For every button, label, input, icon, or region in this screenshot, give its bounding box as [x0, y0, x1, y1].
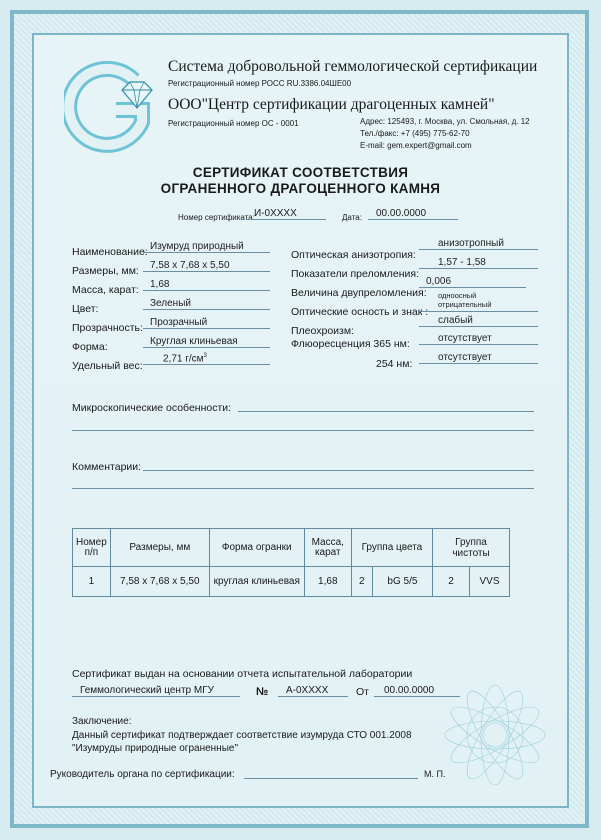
field-label-fluorescence-254: 254 нм: — [376, 358, 413, 370]
field-value-optic-axis: одноосный отрицательный — [419, 292, 538, 312]
field-value-color: Зеленый — [143, 298, 270, 310]
field-label-color: Цвет: — [72, 303, 99, 315]
field-label-shape: Форма: — [72, 341, 108, 353]
org-reg-number: Регистрационный номер ОС - 0001 — [168, 119, 299, 128]
table-header: Размеры, мм — [110, 529, 209, 567]
conclusion-label: Заключение: — [72, 716, 132, 727]
logo-emblem — [64, 60, 160, 160]
lab-name: Геммологический центр МГУ — [72, 685, 240, 697]
micro-label: Микроскопические особенности: — [72, 402, 232, 414]
date-value: 00.00.0000 — [368, 208, 458, 220]
field-label-size: Размеры, мм: — [72, 265, 139, 277]
field-value-birefringence: 0,006 — [419, 276, 526, 288]
conclusion-line-2: "Изумруды природные ограненные" — [72, 743, 239, 754]
field-label-birefringence: Величина двупреломления: — [291, 287, 427, 299]
field-value-density: 2,71 $г/см^3$ — [143, 353, 270, 365]
field-label-density: Удельный вес: — [72, 360, 143, 372]
field-label-mass: Масса, карат: — [72, 284, 139, 296]
field-value-fluorescence-254: отсутствует — [419, 352, 538, 364]
field-label-optic-axis: Оптические осность и знак : — [291, 306, 429, 318]
field-value-pleochroism: слабый — [419, 315, 538, 327]
field-value-fluorescence-365: отсутствует — [419, 333, 538, 345]
micro-line-1 — [238, 411, 534, 412]
field-label-pleochroism: Плеохроизм: — [291, 325, 354, 337]
field-value-mass: 1,68 — [143, 279, 270, 291]
field-value-clarity: Прозрачный — [143, 317, 270, 329]
table-cell: 2 — [351, 567, 372, 597]
address: Адрес: 125493, г. Москва, ул. Смольная, д. 12 — [360, 117, 530, 126]
table-cell: круглая клиньевая — [209, 567, 304, 597]
field-label-anisotropy: Оптическая анизотропия: — [291, 249, 416, 261]
guilloche-rosette-icon — [440, 680, 550, 790]
comments-label: Комментарии: — [72, 461, 142, 473]
micro-line-2 — [72, 430, 534, 431]
org-name: ООО"Центр сертификации драгоценных камней" — [168, 96, 495, 113]
table-header: Группа цвета — [351, 529, 432, 567]
system-reg-number: Регистрационный номер РОСС RU.3386.04ШЕ00 — [168, 79, 352, 88]
comments-line-2 — [72, 488, 534, 489]
table-cell: VVS — [470, 567, 510, 597]
field-label-clarity: Прозрачность: — [72, 322, 143, 334]
issued-label: Сертификат выдан на основании отчета испытательной лаборатории — [72, 668, 413, 680]
field-value-anisotropy: анизотропный — [419, 238, 538, 250]
email: E-mail: gem.expert@gmail.com — [360, 141, 472, 150]
signature-label: Руководитель органа по сертификации: — [50, 769, 235, 780]
title-line-2: ОГРАНЕННОГО ДРАГОЦЕННОГО КАМНЯ — [160, 181, 441, 196]
table-cell: 1 — [73, 567, 111, 597]
field-value-size: 7,58 x 7,68 x 5,50 — [143, 260, 270, 272]
title-line-1: СЕРТИФИКАТ СООТВЕТСТВИЯ — [192, 165, 409, 180]
report-number-value: А-0XXXX — [278, 685, 348, 697]
table-header: Номер п/п — [73, 529, 111, 567]
report-date-value: 00.00.0000 — [374, 685, 460, 697]
field-label-name: Наименование: — [72, 246, 148, 258]
stamp-label: М. П. — [424, 769, 446, 779]
table-row — [73, 567, 510, 597]
conclusion-line-1: Данный сертификат подтверждает соответствие изумруда СТО 001.2008 — [72, 730, 412, 741]
table-header: Группа чистоты — [433, 529, 510, 567]
table-cell: 1,68 — [304, 567, 351, 597]
table-cell: 7,58 x 7,68 x 5,50 — [110, 567, 209, 597]
table-header: Масса, карат — [304, 529, 351, 567]
field-value-name: Изумруд природный — [143, 241, 270, 253]
table-cell: 2 — [433, 567, 470, 597]
comments-line-1 — [143, 470, 534, 471]
date-label: Дата: — [342, 213, 362, 222]
report-date-label: От — [356, 686, 369, 698]
table-header-row — [73, 529, 510, 567]
phone: Тел./факс: +7 (495) 775-62-70 — [360, 129, 470, 138]
system-title: Система добровольной геммологической сертификации — [168, 58, 538, 75]
table-cell: bG 5/5 — [372, 567, 432, 597]
field-value-shape: Круглая клиньевая — [143, 336, 270, 348]
signature-line — [244, 778, 418, 779]
stone-table — [72, 528, 510, 597]
report-number-label: № — [256, 686, 269, 698]
field-label-refraction: Показатели преломления: — [291, 268, 419, 280]
field-label-fluorescence-365: Флюоресценция 365 нм: — [291, 338, 410, 350]
cert-number-value: И-0XXXX — [246, 208, 326, 220]
field-value-refraction: 1,57 - 1,58 — [419, 257, 538, 269]
table-header: Форма огранки — [209, 529, 304, 567]
cert-number-label: Номер сертификата: — [178, 213, 255, 222]
